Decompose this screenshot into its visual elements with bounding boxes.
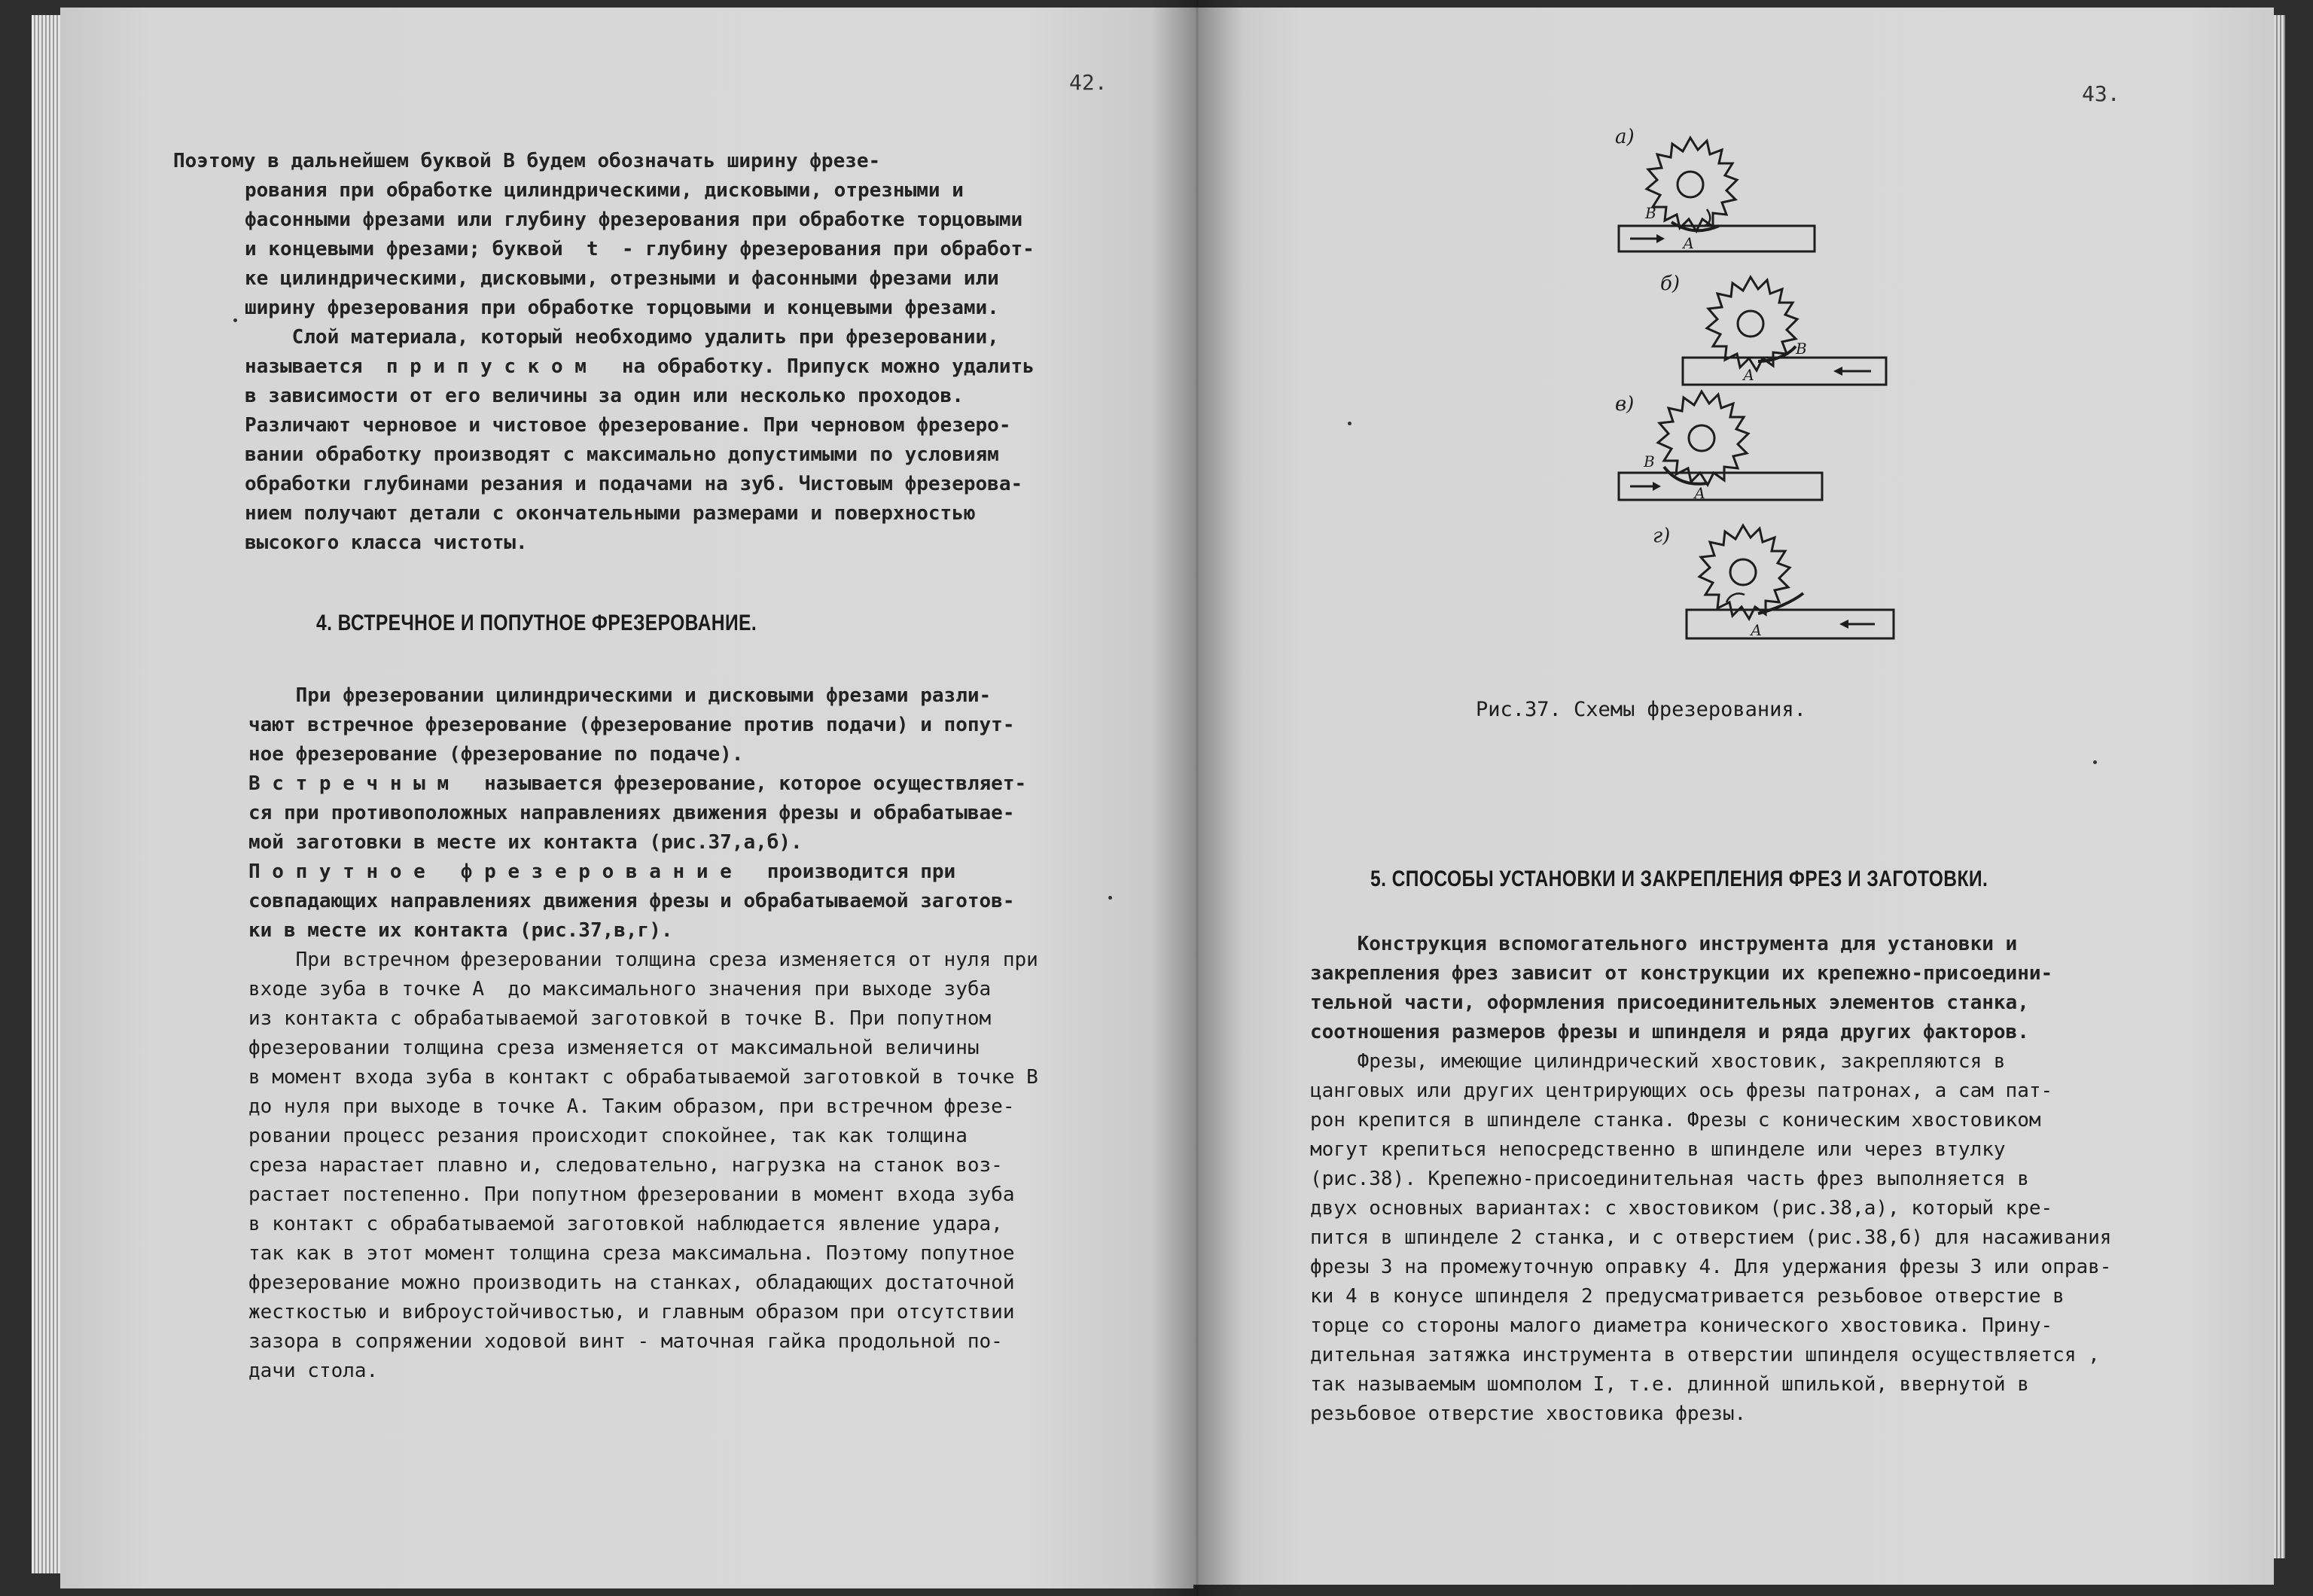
print-speck (1108, 896, 1112, 900)
text-line: среза нарастает плавно и, следовательно, нагрузка на станок воз- (248, 1154, 1003, 1177)
scheme-a (1615, 126, 1815, 252)
text-line: называется п р и п у с к о м на обработку. Припуск можно удалить (245, 355, 1035, 378)
text-line: ки в месте их контакта (рис.37,в,г). (248, 919, 673, 942)
text-line: фрезы 3 на промежуточную оправку 4. Для удержания фрезы 3 или оправ- (1310, 1256, 2112, 1278)
page-number: 43. (2082, 81, 2120, 106)
point-label: А (1683, 234, 1695, 252)
point-label: В (1796, 340, 1807, 358)
text-line: входе зуба в точке А до максимального значения при выходе зуба (248, 978, 992, 1001)
text-line: Конструкция вспомогательного инструмента для установки и (1310, 933, 2018, 955)
scheme-g (1653, 525, 1894, 639)
panel-label: в) (1615, 393, 1635, 416)
text-line: мой заготовки в месте их контакта (рис.37,а,б). (248, 831, 803, 854)
text-line: резьбовое отверстие хвостовика фрезы. (1310, 1403, 1747, 1425)
figure-caption: Рис.37. Схемы фрезерования. (1476, 698, 1806, 721)
text-line: ке цилиндрическими, дисковыми, отрезными и фасонными фрезами или (245, 267, 999, 290)
text-line: фасонными фрезами или глубину фрезерования при обработке торцовыми (245, 209, 1023, 231)
text-line: торце со стороны малого диаметра конического хвостовика. Прину- (1310, 1314, 2053, 1337)
text-line: Различают черновое и чистовое фрезерование. При черновом фрезеро- (245, 414, 1011, 437)
text-line: При фрезеровании цилиндрическими и дисковыми фрезами разли- (248, 684, 992, 707)
text-line: Поэтому в дальнейшем буквой В будем обозначать ширину фрезе- (173, 150, 881, 172)
right-page (1193, 8, 2274, 1585)
text-line: Фрезы, имеющие цилиндрический хвостовик, закрепляются в (1310, 1050, 2006, 1073)
text-line: цанговых или других центрирующих ось фрезы патронах, а сам пат- (1310, 1080, 2053, 1102)
text-line: двух основных вариантах: с хвостовиком (рис.38,а), который кре- (1310, 1197, 2053, 1220)
text-line: ное фрезерование (фрезерование по подаче). (248, 743, 744, 766)
print-speck (233, 318, 237, 322)
point-label: А (1751, 621, 1763, 639)
text-line: дачи стола. (248, 1360, 379, 1382)
text-line: и концевыми фрезами; буквой t - глубину фрезерования при обработ- (245, 238, 1035, 260)
text-line: соотношения размеров фрезы и шпинделя и ряда других факторов. (1310, 1021, 2029, 1043)
text-line: дительная затяжка инструмента в отверстии шпинделя осуществляется , (1310, 1344, 2100, 1366)
text-line: чают встречное фрезерование (фрезерование против подачи) и попут- (248, 714, 1015, 736)
panel-label: б) (1660, 273, 1681, 295)
text-line: могут крепиться непосредственно в шпинделе или через втулку (1310, 1138, 2006, 1161)
panel-label: г) (1653, 525, 1671, 547)
point-label: А (1743, 366, 1755, 384)
text-line: пится в шпинделе 2 станка, и с отверстием (рис.38,б) для насаживания (1310, 1226, 2112, 1249)
print-speck (2093, 760, 2097, 764)
text-line: ки 4 в конусе шпинделя 2 предусматривается резьбовое отверстие в (1310, 1285, 2065, 1308)
text-line: рон крепится в шпинделе станка. Фрезы с коническим хвостовиком (1310, 1109, 2041, 1132)
text-line: в контакт с обрабатываемой заготовкой наблюдается явление удара, (248, 1213, 1003, 1235)
text-line: При встречном фрезеровании толщина среза изменяется от нуля при (248, 949, 1038, 971)
text-line: тельной части, оформления присоединительных элементов станка, (1310, 991, 2029, 1014)
text-line: совпадающих направлениях движения фрезы и обрабатываемой заготов- (248, 890, 1015, 912)
page-number: 42. (1069, 70, 1108, 95)
text-line: в зависимости от его величины за один или несколько проходов. (245, 385, 964, 407)
print-speck (1348, 422, 1352, 425)
text-line: ширину фрезерования при обработке торцовыми и концевыми фрезами. (245, 297, 999, 319)
text-line: нием получают детали с окончательными размерами и поверхностью (245, 502, 976, 525)
section-heading-5: 5. СПОСОБЫ УСТАНОВКИ И ЗАКРЕПЛЕНИЯ ФРЕЗ И ЗАГОТОВКИ. (1370, 867, 1988, 891)
text-line: фрезерование можно производить на станках, обладающих достаточной (248, 1272, 1015, 1294)
text-line: так называемым шомполом I, т.е. длинной шпилькой, ввернутой в (1310, 1373, 2029, 1396)
text-line: в момент входа зуба в контакт с обрабатываемой заготовкой в точке В (248, 1066, 1038, 1089)
figure-milling-schemes (1532, 113, 1924, 670)
text-line: из контакта с обрабатываемой заготовкой в точке В. При попутном (248, 1007, 992, 1030)
text-line: П о п у т н о е ф р е з е р о в а н и е производится при (248, 860, 956, 883)
point-label: В (1644, 452, 1655, 471)
text-line: В с т р е ч н ы м называется фрезерование, которое осуществляет- (248, 772, 1027, 795)
point-label: А (1694, 484, 1706, 502)
text-line: вании обработку производят с максимально допустимыми по условиям (245, 443, 999, 466)
point-label: В (1645, 204, 1656, 222)
text-line: жесткостью и виброустойчивостью, и главным образом при отсутствии (248, 1301, 1015, 1323)
panel-label: а) (1615, 126, 1635, 148)
text-line: фрезеровании толщина среза изменяется от максимальной величины (248, 1037, 980, 1059)
left-page (60, 8, 1193, 1588)
text-line: закрепления фрез зависит от конструкции их крепежно-присоедини- (1310, 962, 2053, 985)
text-line: Слой материала, который необходимо удалить при фрезеровании, (245, 326, 999, 349)
text-line: обработки глубинами резания и подачами на зуб. Чистовым фрезерова- (245, 473, 1023, 495)
scheme-b (1660, 273, 1886, 385)
section-heading-4: 4. ВСТРЕЧНОЕ И ПОПУТНОЕ ФРЕЗЕРОВАНИЕ. (316, 611, 757, 635)
page-edge-stack-left (32, 15, 62, 1573)
text-line: высокого класса чистоты. (245, 531, 528, 554)
text-line: (рис.38). Крепежно-присоединительная часть фрез выполняется в (1310, 1168, 2029, 1190)
text-line: ся при противоположных направлениях движения фрезы и обрабатывае- (248, 802, 1015, 824)
scheme-v (1615, 391, 1822, 502)
text-line: ровании процесс резания происходит спокойнее, так как толщина (248, 1125, 968, 1147)
text-line: растает постепенно. При попутном фрезеровании в момент входа зуба (248, 1183, 1015, 1206)
text-line: рования при обработке цилиндрическими, дисковыми, отрезными и (245, 179, 964, 202)
text-line: до нуля при выходе в точке А. Таким образом, при встречном фрезе- (248, 1095, 1015, 1118)
text-line: так как в этот момент толщина среза максимальна. Поэтому попутное (248, 1242, 1015, 1265)
figure-37-drawing (1532, 113, 1924, 670)
text-line: зазора в сопряжении ходовой винт - маточная гайка продольной по- (248, 1330, 1003, 1353)
